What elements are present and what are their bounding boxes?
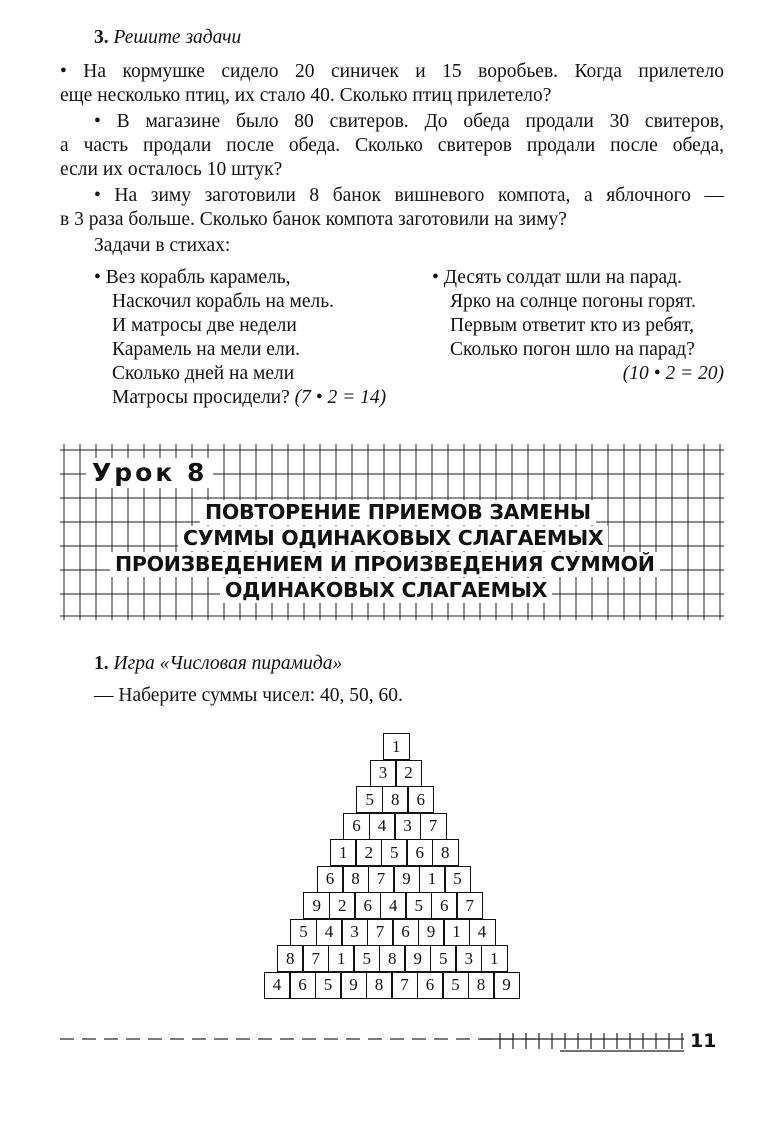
pyramid-cell: 5 <box>381 839 408 866</box>
footer-rule <box>60 1025 736 1055</box>
poem-2-answer: (10 • 2 = 20) <box>622 363 724 384</box>
footer-ticks <box>480 1033 684 1049</box>
poem-2-line-4: Сколько погон шло на парад? <box>450 339 695 360</box>
pyramid-cell: 3 <box>341 919 368 946</box>
pyramid-cell: 5 <box>290 919 317 946</box>
pyramid-cell: 7 <box>302 945 329 972</box>
pyramid-cell: 5 <box>315 972 342 999</box>
pyramid-cell: 7 <box>391 972 418 999</box>
pyramid-cell: 8 <box>468 972 495 999</box>
pyramid-row <box>317 866 472 893</box>
pyramid-cell: 6 <box>354 892 381 919</box>
section-number: 3. <box>94 27 109 48</box>
pyramid-cell: 8 <box>342 866 369 893</box>
pyramid-row <box>383 733 410 760</box>
poem-1-line-6-text: Матросы просидели? <box>112 387 290 408</box>
lesson-label: Урок 8 <box>86 458 213 488</box>
pyramid-row <box>264 972 521 999</box>
pyramid-row <box>370 760 423 787</box>
pyramid-cell: 8 <box>382 786 409 813</box>
pyramid-cell: 6 <box>431 892 458 919</box>
pyramid-cell: 9 <box>340 972 367 999</box>
problem-2-line-1: • В магазине было 80 свитеров. До обеда продали 30 свитеров, <box>94 111 724 132</box>
pyramid-cell: 8 <box>366 972 393 999</box>
pyramid-cell: 3 <box>455 945 482 972</box>
pyramid-row <box>356 786 434 813</box>
pyramid-cell: 6 <box>392 919 419 946</box>
poem-1-line-1: • Вез корабль карамель, <box>94 267 291 288</box>
pyramid-cell: 8 <box>432 839 459 866</box>
pyramid-cell: 5 <box>442 972 469 999</box>
pyramid-cell: 5 <box>356 786 383 813</box>
lesson-banner <box>60 442 724 622</box>
pyramid-cell: 6 <box>417 972 444 999</box>
pyramid-cell: 1 <box>328 945 355 972</box>
lesson-title-line-3: ПРОИЗВЕДЕНИЕМ И ПРОИЗВЕДЕНИЯ СУММОЙ <box>110 552 660 577</box>
pyramid-cell: 3 <box>394 813 421 840</box>
poem-1-line-6 <box>112 386 386 410</box>
pyramid-cell: 1 <box>481 945 508 972</box>
pyramid-cell: 7 <box>367 919 394 946</box>
pyramid-cell: 6 <box>407 786 434 813</box>
pyramid-row <box>277 945 508 972</box>
poem-1-answer: (7 • 2 = 14) <box>294 387 387 408</box>
pyramid-cell: 2 <box>355 839 382 866</box>
pyramid-cell: 9 <box>404 945 431 972</box>
pyramid-row <box>330 839 459 866</box>
pyramid-cell: 3 <box>370 760 397 787</box>
game-instruction: — Наберите суммы чисел: 40, 50, 60. <box>94 685 403 706</box>
problem-1-line-1: • На кормушке сидело 20 синичек и 15 воробьев. Когда прилетело <box>60 61 724 82</box>
problem-1-line-2: еще несколько птиц, их стало 40. Сколько птиц прилетело? <box>60 85 552 106</box>
pyramid-cell: 9 <box>418 919 445 946</box>
pyramid-cell: 9 <box>393 866 420 893</box>
game-heading <box>94 652 342 676</box>
page-number: 11 <box>690 1030 717 1052</box>
poem-1-line-2: Наскочил корабль на мель. <box>112 291 335 312</box>
pyramid-row <box>303 892 483 919</box>
pyramid-cell: 2 <box>329 892 356 919</box>
poem-2-line-3: Первым ответит кто из ребят, <box>450 315 694 336</box>
game-title: Игра «Числовая пирамида» <box>113 653 343 674</box>
pyramid-cell: 4 <box>469 919 496 946</box>
pyramid-cell: 9 <box>303 892 330 919</box>
poem-1-line-5: Сколько дней на мели <box>112 363 295 384</box>
pyramid-cell: 7 <box>456 892 483 919</box>
pyramid-cell: 5 <box>353 945 380 972</box>
verses-heading: Задачи в стихах: <box>94 235 231 256</box>
pyramid-cell: 7 <box>420 813 447 840</box>
problem-2-line-2: а часть продали после обеда. Сколько свитеров продали после обеда, <box>60 135 724 156</box>
pyramid-cell: 5 <box>405 892 432 919</box>
pyramid-cell: 6 <box>289 972 316 999</box>
pyramid-cell: 1 <box>330 839 357 866</box>
pyramid-cell: 9 <box>493 972 520 999</box>
lesson-title-line-4: ОДИНАКОВЫХ СЛАГАЕМЫХ <box>220 578 552 603</box>
pyramid-cell: 4 <box>316 919 343 946</box>
lesson-title-line-1: ПОВТОРЕНИЕ ПРИЕМОВ ЗАМЕНЫ <box>200 500 596 525</box>
lesson-title-line-2: СУММЫ ОДИНАКОВЫХ СЛАГАЕМЫХ <box>178 526 608 551</box>
pyramid-cell: 1 <box>443 919 470 946</box>
pyramid-cell: 1 <box>419 866 446 893</box>
problem-3-line-1: • На зиму заготовили 8 банок вишневого компота, а яблочного — <box>94 185 724 206</box>
problem-2-line-3: если их осталось 10 штук? <box>60 159 283 180</box>
game-number: 1. <box>94 653 109 674</box>
pyramid-row <box>343 813 447 840</box>
pyramid-cell: 8 <box>379 945 406 972</box>
poem-2-line-1: • Десять солдат шли на парад. <box>432 267 682 288</box>
pyramid-cell: 4 <box>380 892 407 919</box>
poem-1-line-3: И матросы две недели <box>112 315 297 336</box>
pyramid-row <box>290 919 496 946</box>
pyramid-cell: 7 <box>368 866 395 893</box>
pyramid-cell: 5 <box>444 866 471 893</box>
pyramid-cell: 6 <box>317 866 344 893</box>
pyramid-cell: 4 <box>264 972 291 999</box>
pyramid-cell: 4 <box>369 813 396 840</box>
poem-2-line-2: Ярко на солнце погоны горят. <box>450 291 696 312</box>
pyramid-cell: 1 <box>383 733 410 760</box>
pyramid-cell: 6 <box>343 813 370 840</box>
pyramid-cell: 6 <box>406 839 433 866</box>
problem-3-line-2: в 3 раза больше. Сколько банок компота заготовили на зиму? <box>60 209 567 230</box>
section-title: Решите задачи <box>113 27 242 48</box>
pyramid-cell: 8 <box>277 945 304 972</box>
section-3-heading <box>94 26 241 50</box>
pyramid-cell: 2 <box>395 760 422 787</box>
poem-1-line-4: Карамель на мели ели. <box>112 339 301 360</box>
pyramid-cell: 5 <box>430 945 457 972</box>
